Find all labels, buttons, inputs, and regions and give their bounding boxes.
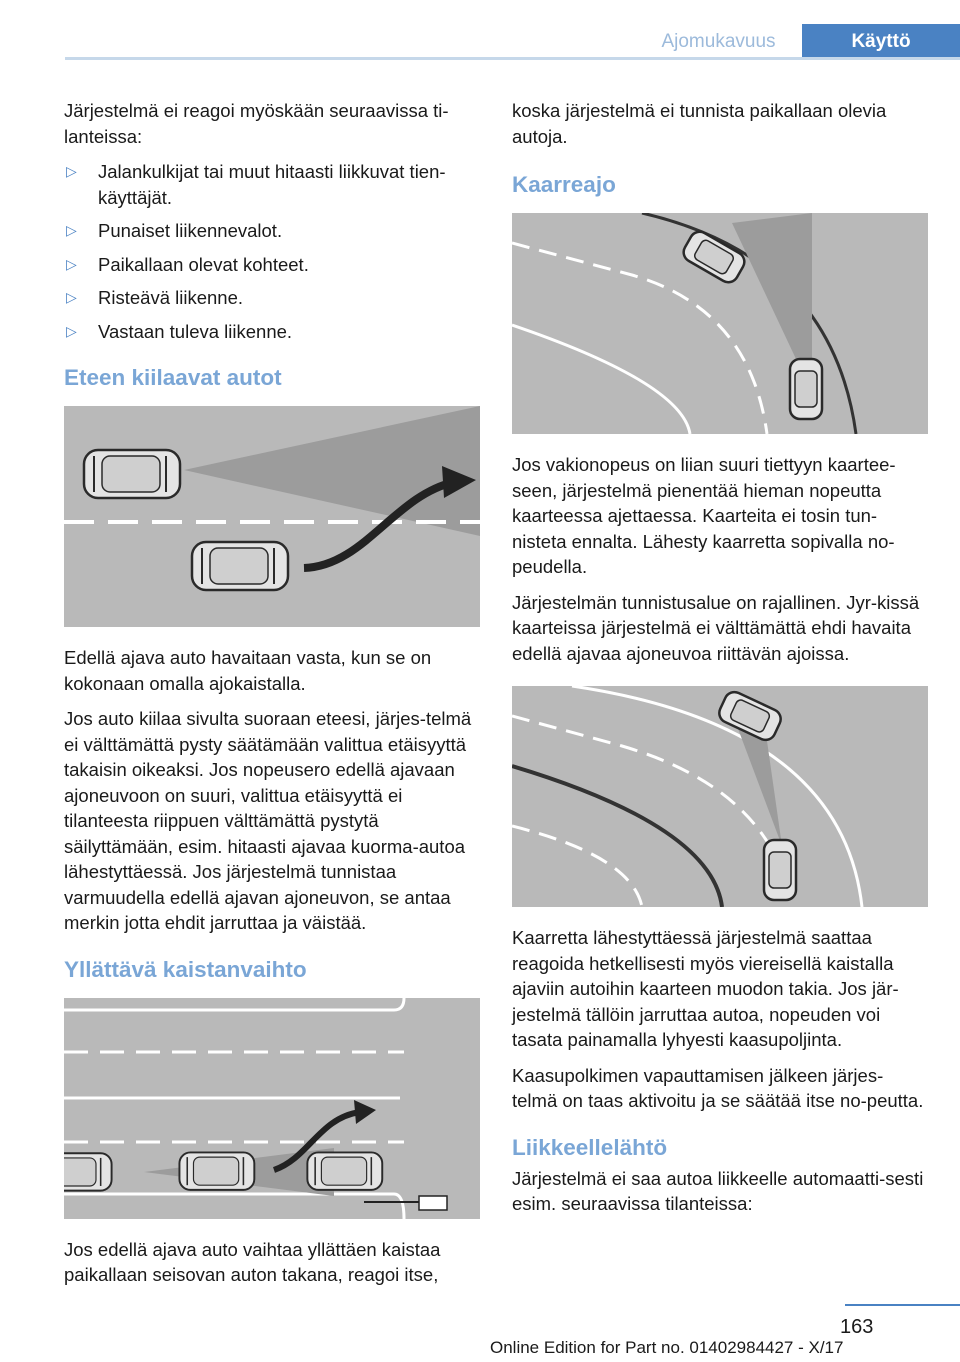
section-tab: Ajomukavuus (661, 31, 776, 52)
page-header (65, 24, 960, 60)
curve-paragraph-3: Kaarretta lähestyttäessä järjestelmä saattaa reagoida hetkellisesti myös viereisellä kaistalla ajaviin autoihin kaarteen muodon takia. Jos jär-jestelmä tällöin jarruttaa autoa, nopeuden voi tasata painamalla lyhyesti kaasupoljinta. (512, 927, 899, 1050)
list-item: ▷ Paikallaan olevat kohteet. (64, 252, 480, 278)
list-item: ▷ Risteävä liikenne. (64, 285, 480, 311)
heading-start: Liikkeellelähtö (512, 1134, 668, 1160)
page-number: 163 (840, 1316, 874, 1338)
triangle-bullet-icon: ▷ (66, 255, 77, 272)
chapter-tab: Käyttö (802, 24, 960, 60)
situation-list (64, 159, 480, 344)
triangle-bullet-icon: ▷ (66, 222, 77, 238)
list-item: ▷ Punaiset liikennevalot. (64, 218, 480, 244)
header-rule (65, 57, 960, 60)
lane-change-paragraph: Jos edellä ajava auto vaihtaa yllättäen kaistaa paikallaan seisovan auton takana, reagoi itse, (64, 1238, 441, 1285)
heading-lane-change: Yllättävä kaistanvaihto (64, 956, 307, 982)
right-column (512, 98, 928, 1227)
heading-curve: Kaarreajo (512, 172, 616, 197)
cut-in-paragraph-1: Edellä ajava auto havaitaan vasta, kun se on kokonaan omalla ajokaistalla. (64, 647, 432, 694)
triangle-bullet-icon: ▷ (66, 322, 77, 339)
heading-cut-in: Eteen kiilaavat autot (64, 365, 282, 390)
curve-paragraph-2: Järjestelmän tunnistusalue on rajallinen. Jyr-kissä kaarteissa järjestelmä ei välttämättä ehdi havaita edellä ajavaa ajoneuvoa riittävän ajoissa. (512, 591, 920, 664)
list-item: ▷ Jalankulkijat tai muut hitaasti liikkuvat tien- käyttäjät. (66, 161, 446, 208)
cut-in-paragraph-2: Jos auto kiilaa sivulta suoraan eteesi, järjes-telmä ei välttämättä pysty säätämään valittua etäisyyttä takaisin oikeaksi. Jos nopeusero edellä ajavaan ajoneuvoon on suuri, valittua etäisyyttä ei tilanteesta riippuen välttämättä pystytä säilyttämään, esim. hitaasti ajavaa kuorma-autoa lähestyttäessä. Jos järjestelmä tunnistaa varmuudella edellä ajavan ajoneuvon, se antaa merkin jotta ehdit jarruttaa ja väistää. (64, 708, 472, 933)
curve-paragraph-1: Jos vakionopeus on liian suuri tiettyyn kaartee-seen, järjestelmä pienentää hieman nopeutta kaarteessa ajettaessa. Kaarteita ei tosin tun-nisteta ennalta. Lähesty kaarretta sopivalla no-peudella. (512, 454, 896, 577)
curve-paragraph-4: Kaasupolkimen vapauttamisen jälkeen järjes-telmä on taas aktivoitu ja se säätää itse no-peutta. (512, 1064, 924, 1111)
continuation-paragraph: koska järjestelmä ei tunnista paikallaan olevia autoja. (512, 100, 887, 147)
footer-rule (845, 1304, 960, 1306)
lane-change-illustration (64, 998, 480, 1219)
start-paragraph: Järjestelmä ei saa autoa liikkeelle automaatti-sesti esim. seuraavissa tilanteissa: (512, 1167, 924, 1214)
triangle-bullet-icon: ▷ (66, 163, 77, 179)
intro-paragraph: Järjestelmä ei reagoi myöskään seuraavissa ti- lanteissa: (64, 100, 449, 147)
left-column (64, 98, 480, 1298)
list-item: ▷ Vastaan tuleva liikenne. (64, 319, 480, 345)
cut-in-illustration (64, 406, 480, 627)
triangle-bullet-icon: ▷ (66, 289, 77, 305)
curve-illustration-2 (512, 686, 928, 907)
curve-illustration-1 (512, 213, 928, 434)
edition-note: Online Edition for Part no. 01402984427 - X/17 (490, 1338, 844, 1357)
